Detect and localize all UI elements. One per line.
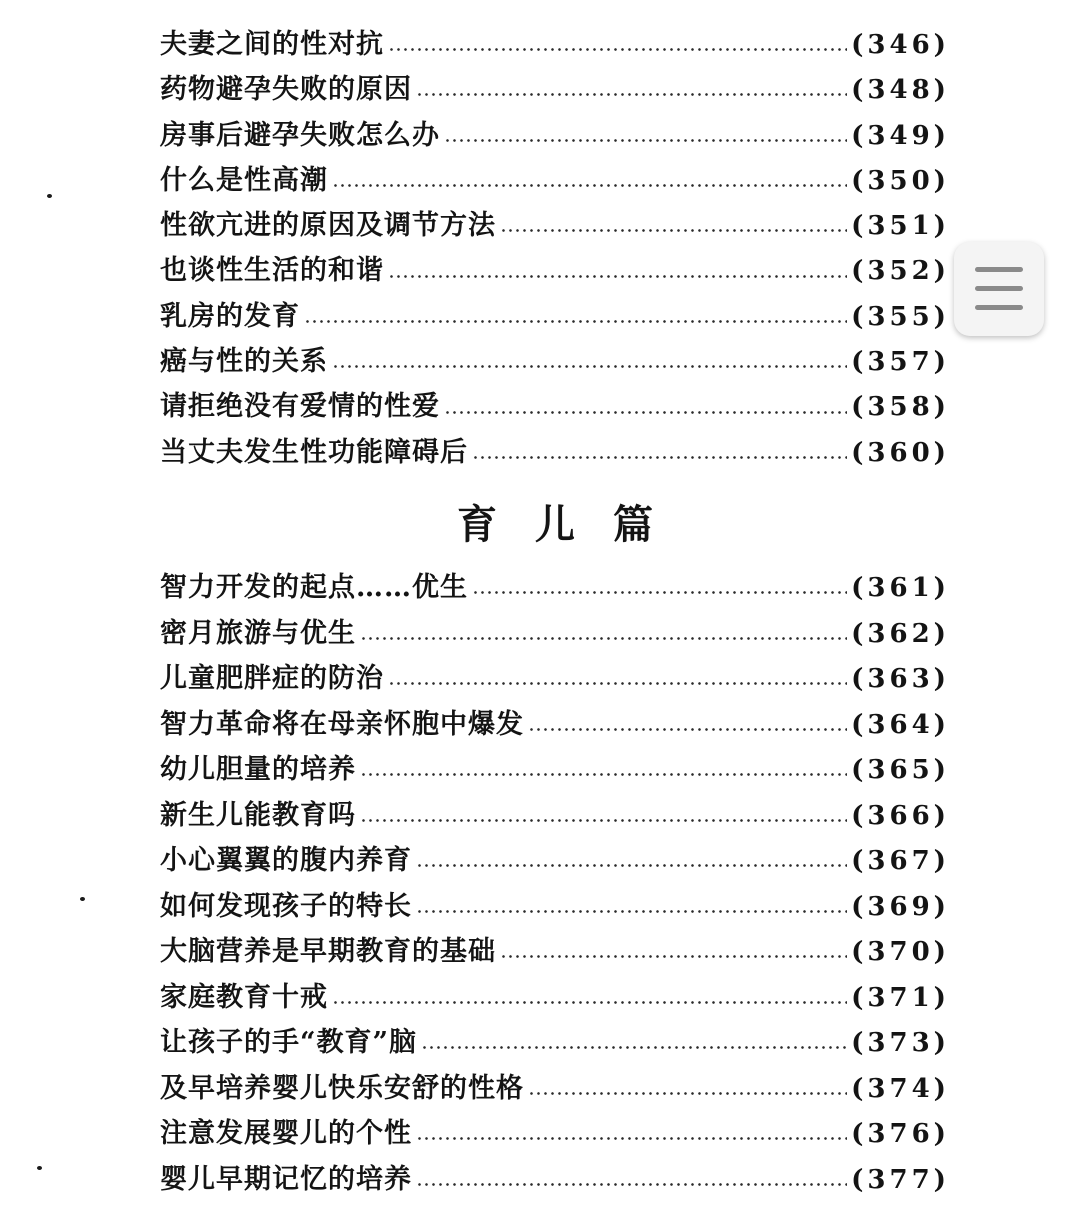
section-heading: 育儿篇 [457, 501, 691, 548]
scan-speck [47, 194, 52, 198]
dot-leader [472, 456, 847, 459]
toc-entry-title: 也谈性生活的和谐 [160, 255, 384, 287]
toc-entry [160, 929, 950, 975]
dot-leader [528, 728, 847, 731]
toc-entry [160, 884, 950, 930]
dot-leader [472, 591, 847, 594]
toc-entry [160, 248, 950, 293]
dot-leader [332, 365, 847, 368]
toc-entry [160, 1111, 950, 1157]
toc-entry-page: (350) [851, 165, 950, 196]
toc-entry-page: (362) [851, 618, 950, 649]
toc-entry-page: (376) [851, 1119, 950, 1149]
dot-leader [332, 184, 847, 187]
toc-entry-page: (370) [851, 937, 950, 967]
toc-entry [160, 158, 950, 203]
toc-entry [160, 113, 950, 158]
dot-leader [416, 864, 847, 867]
toc-entry [160, 611, 950, 657]
toc-entry-page: (363) [851, 664, 950, 694]
toc-entry-page: (367) [851, 846, 950, 876]
toc-entry-title: 婴儿早期记忆的培养 [160, 1163, 412, 1195]
toc-entry-title: 家庭教育十戒 [160, 981, 328, 1013]
toc-entry [160, 430, 950, 475]
dot-leader [528, 1092, 847, 1095]
toc-entry [160, 384, 950, 429]
dot-leader [416, 93, 847, 96]
dot-leader [360, 773, 847, 776]
scan-speck [80, 897, 85, 901]
toc-entry-page: (365) [851, 755, 950, 785]
toc-entry-title: 小心翼翼的腹内养育 [160, 845, 412, 876]
toc-entry [160, 339, 950, 384]
toc-entry-page: (351) [851, 211, 950, 242]
toc-entry-title: 密月旅游与优生 [160, 617, 356, 649]
toc-entry-page: (373) [851, 1028, 950, 1058]
toc-entry-page: (346) [851, 30, 950, 60]
toc-entry-page: (364) [851, 709, 950, 740]
toc-entry [160, 747, 950, 793]
toc-entry [160, 1157, 950, 1203]
toc-entry-page: (374) [851, 1073, 950, 1104]
toc-entry-title: 新生儿能教育吗 [160, 799, 356, 831]
toc-entry [160, 22, 950, 67]
toc-entry-title: 当丈夫发生性功能障碍后 [160, 436, 468, 468]
dot-leader [421, 1046, 847, 1049]
toc-entry-page: (357) [851, 347, 950, 378]
toc-entry-page: (366) [851, 800, 950, 831]
toc-entry-page: (349) [851, 120, 950, 151]
floating-menu-button[interactable] [954, 242, 1044, 336]
toc-entry-title: 让孩子的手“教育”脑 [160, 1027, 418, 1058]
toc-entry [160, 656, 950, 702]
toc-entry-page: (371) [851, 982, 950, 1013]
toc-entry-title: 性欲亢进的原因及调节方法 [160, 210, 496, 242]
toc-entry-title: 注意发展婴儿的个性 [160, 1118, 412, 1149]
dot-leader [332, 1001, 847, 1004]
toc-entry [160, 793, 950, 839]
toc-entry [160, 294, 950, 339]
toc-entry [160, 67, 950, 112]
dot-leader [388, 682, 847, 685]
toc-entry [160, 565, 950, 611]
toc-entry-title: 请拒绝没有爱情的性爱 [160, 391, 440, 423]
toc-entry-page: (369) [851, 891, 950, 922]
toc-entry-page: (352) [851, 256, 950, 287]
toc-entry-title: 儿童肥胖症的防治 [160, 663, 384, 694]
toc-entry-page: (360) [851, 437, 950, 468]
dot-leader [444, 139, 847, 142]
dot-leader [500, 955, 847, 958]
toc-entry-title: 房事后避孕失败怎么办 [160, 119, 440, 151]
toc-entry-title: 大脑营养是早期教育的基础 [160, 936, 496, 967]
toc-entry-page: (358) [851, 392, 950, 423]
toc-list-part2 [160, 565, 950, 1202]
toc-entry-title: 夫妻之间的性对抗 [160, 29, 384, 60]
toc-entry [160, 1020, 950, 1066]
toc-entry [160, 975, 950, 1021]
dot-leader [416, 1183, 847, 1186]
toc-entry [160, 702, 950, 748]
toc-entry-title: 及早培养婴儿快乐安舒的性格 [160, 1072, 524, 1104]
toc-entry-page: (348) [851, 75, 950, 106]
dot-leader [444, 411, 847, 414]
toc-entry [160, 838, 950, 884]
toc-entry-page: (355) [851, 301, 950, 332]
toc-entry-title: 癌与性的关系 [160, 346, 328, 378]
dot-leader [416, 1137, 847, 1140]
dot-leader [360, 819, 847, 822]
toc-entry-title: 幼儿胆量的培养 [160, 754, 356, 785]
toc-entry-title: 什么是性高潮 [160, 164, 328, 196]
scan-speck [37, 1166, 42, 1170]
toc-entry-page: (361) [851, 573, 950, 603]
dot-leader [416, 910, 847, 913]
toc-entry-title: 乳房的发育 [160, 300, 300, 332]
dot-leader [360, 637, 847, 640]
toc-entry-title: 药物避孕失败的原因 [160, 74, 412, 106]
toc-entry [160, 1066, 950, 1112]
toc-entry-title: 智力开发的起点……优生 [160, 572, 468, 603]
toc-list-part1 [160, 22, 950, 475]
dot-leader [388, 48, 847, 51]
dot-leader [388, 275, 847, 278]
toc-entry-title: 如何发现孩子的特长 [160, 890, 412, 922]
dot-leader [500, 229, 847, 232]
toc-entry-title: 智力革命将在母亲怀胞中爆发 [160, 708, 524, 740]
menu-icon [975, 267, 1023, 311]
toc-entry [160, 203, 950, 248]
dot-leader [304, 320, 847, 323]
toc-entry-page: (377) [851, 1164, 950, 1195]
